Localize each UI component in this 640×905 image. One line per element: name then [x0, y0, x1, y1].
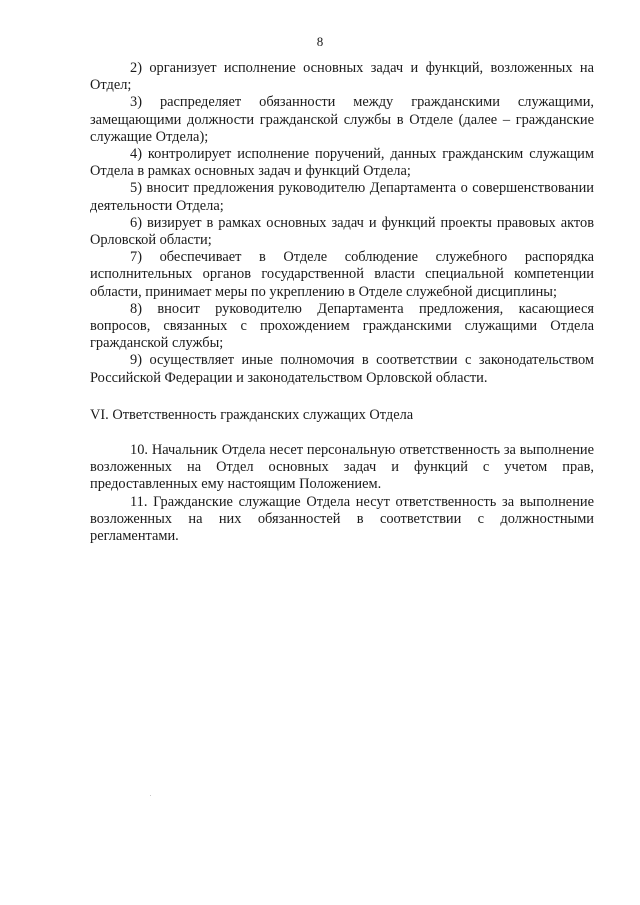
paragraph-10: 10. Начальник Отдела несет персональную ответственность за выполнение возложенных на Отдел основных задач и функций с учетом прав, предоставленных ему настоящим Положением. [90, 442, 594, 493]
list-item-4: 4) контролирует исполнение поручений, данных гражданским служащим Отдела в рамках основных задач и функций Отдела; [90, 146, 594, 180]
document-body [90, 60, 594, 545]
section-title: VI. Ответственность гражданских служащих Отдела [90, 406, 414, 423]
list-item-2: 2) организует исполнение основных задач и функций, возложенных на Отдел; [90, 60, 594, 94]
list-item-8: 8) вносит руководителю Департамента предложения, касающиеся вопросов, связанных с прохождением гражданскими служащими Отдела гражданской службы; [90, 300, 594, 352]
list-item-6: 6) визирует в рамках основных задач и функций проекты правовых актов Орловской области; [90, 214, 594, 249]
list-item-9: 9) осуществляет иные полномочия в соответствии с законодательством Российской Федерации и законодательством Орловской области. [90, 352, 594, 386]
paragraph-11: 11. Гражданские служащие Отдела несут ответственность за выполнение возложенных на них обязанностей в соответствии с должностными регламентами. [90, 493, 594, 545]
list-item-7: 7) обеспечивает в Отделе соблюдение служебного распорядка исполнительных органов государственной власти специальной компетенции области, принимает меры по укреплению в Отделе служебной дисциплины; [90, 249, 594, 300]
scan-speck [150, 795, 151, 796]
list-item-3: 3) распределяет обязанности между гражданскими служащими, замещающими должности гражданской службы в Отделе (далее – гражданские служащие Отдела); [90, 94, 594, 145]
list-item-5: 5) вносит предложения руководителю Департамента о совершенствовании деятельности Отдела; [90, 180, 594, 214]
page-number: 8 [316, 34, 324, 49]
